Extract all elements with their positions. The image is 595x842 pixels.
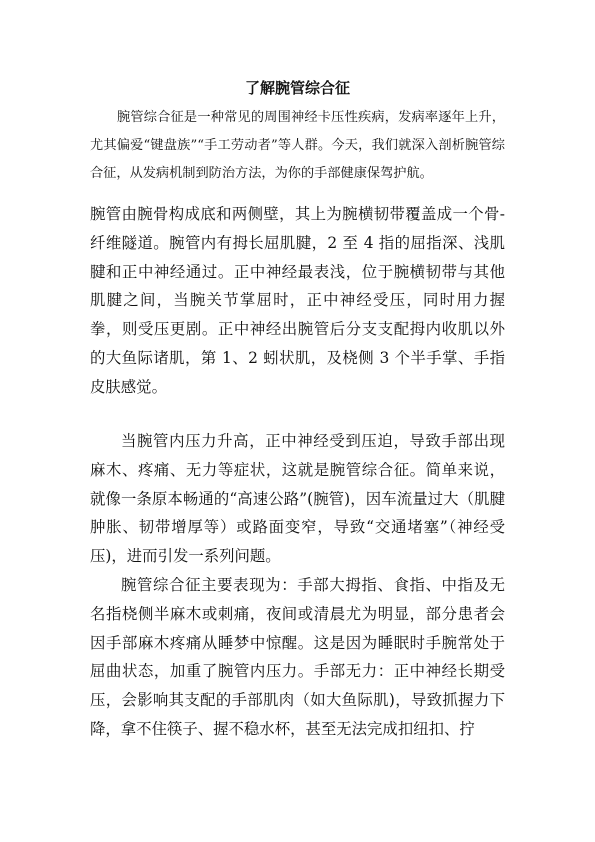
intro-paragraph: 腕管综合征是一种常见的周围神经卡压性疾病，发病率逐年上升，尤其偏爱“键盘族”“手工劳动者”等人群。今天，我们就深入剖析腕管综合征，从发病机制到防治方法，为你的手部健康保驾护航。 [90, 110, 505, 181]
paragraph-definition: 当腕管内压力升高，正中神经受到压迫，导致手部出现麻木、疼痛、无力等症状，这就是腕管综合征。简单来说，就像一条原本畅通的“高速公路”(腕管)，因车流量过大（肌腱肿胀、韧带增厚等）或路面变窄，导致“交通堵塞”（神经受压)，进而引发一系列问题。 [90, 432, 505, 566]
document-title: 了解腕管综合征 [244, 79, 350, 97]
paragraph-symptoms: 腕管综合征主要表现为：手部大拇指、食指、中指及无名指桡侧半麻木或刺痛，夜间或清晨尤为明显，部分患者会因手部麻木疼痛从睡梦中惊醒。这是因为睡眠时手腕常处于屈曲状态，加重了腕管内压力。手部无力：正中神经长期受压，会影响其支配的手部肌肉（如大鱼际肌)，导致抓握力下降，拿不住筷子、握不稳水杯，甚至无法完成扣纽扣、拧 [90, 576, 505, 738]
paragraph-anatomy: 腕管由腕骨构成底和两侧壁，其上为腕横韧带覆盖成一个骨-纤维隧道。腕管内有拇长屈肌腱，2 至 4 指的屈指深、浅肌腱和正中神经通过。正中神经最表浅，位于腕横韧带与其他肌腱之间，当腕关节掌屈时，正中神经受压，同时用力握拳，则受压更剧。正中神经出腕管后分支支配拇内收肌以外的大鱼际诸肌，第 1、2 蚓状肌，及桡侧 3 个半手掌、手指皮肤感觉。 [90, 205, 505, 396]
